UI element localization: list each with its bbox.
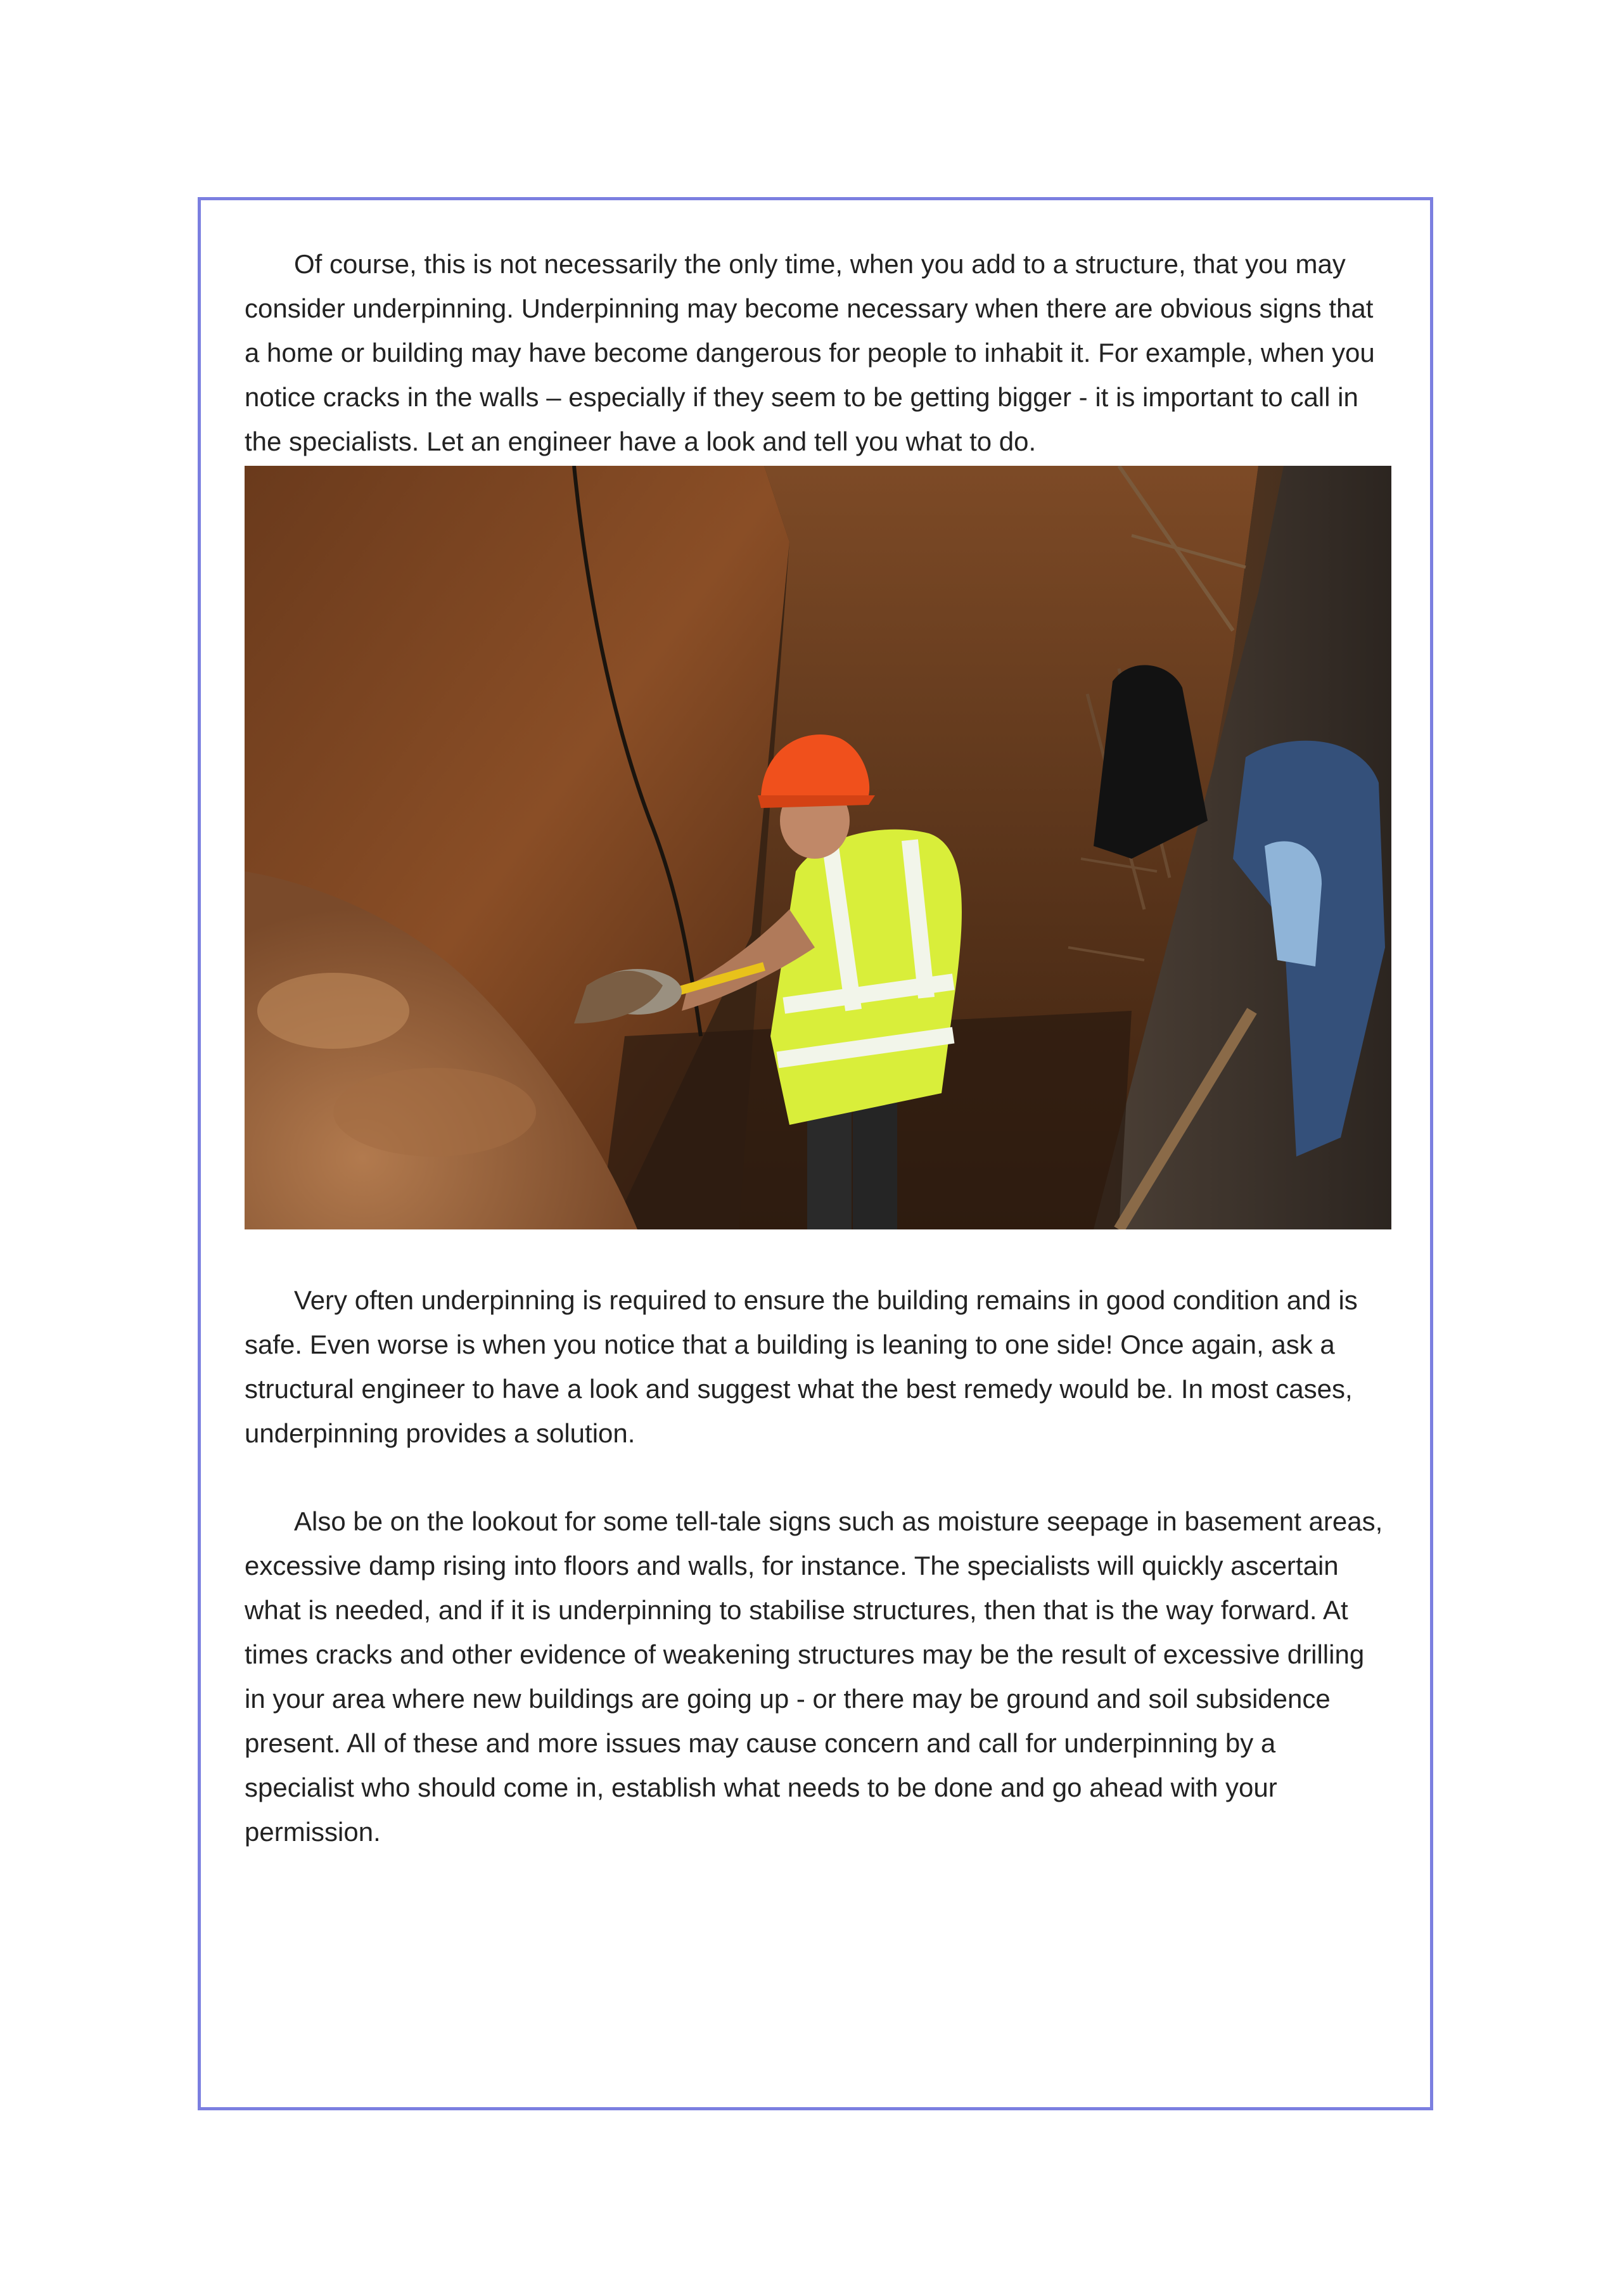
- paragraph-1: Of course, this is not necessarily the only time, when you add to a structure, that you may consider underpinning. Underpinning may become necessary when there are obvious signs that a home or building may have become dangerous for people to inhabit it. For example, when you notice cracks in the walls – especially if they seem to be getting bigger - it is important to call in the specialists. Let an engineer have a look and tell you what to do.: [245, 249, 1375, 456]
- excavation-photo: [245, 466, 1391, 1229]
- paragraph-2: Very often underpinning is required to ensure the building remains in good condition and is safe. Even worse is when you notice that a building is leaning to one side! Once again, ask a structural engineer to have a look and suggest what the best remedy would be. In most cases, underpinning provides a solution.: [245, 1285, 1358, 1448]
- paragraph-3: Also be on the lookout for some tell-tale signs such as moisture seepage in basement areas, excessive damp rising into floors and walls, for instance. The specialists will quickly ascertain what is needed, and if it is underpinning to stabilise structures, then that is the way forward. At times cracks and other evidence of weakening structures may be the result of excessive drilling in your area where new buildings are going up - or there may be ground and soil subsidence present. All of these and more issues may cause concern and call for underpinning by a specialist who should come in, establish what needs to be done and go ahead with your permission.: [245, 1506, 1383, 1847]
